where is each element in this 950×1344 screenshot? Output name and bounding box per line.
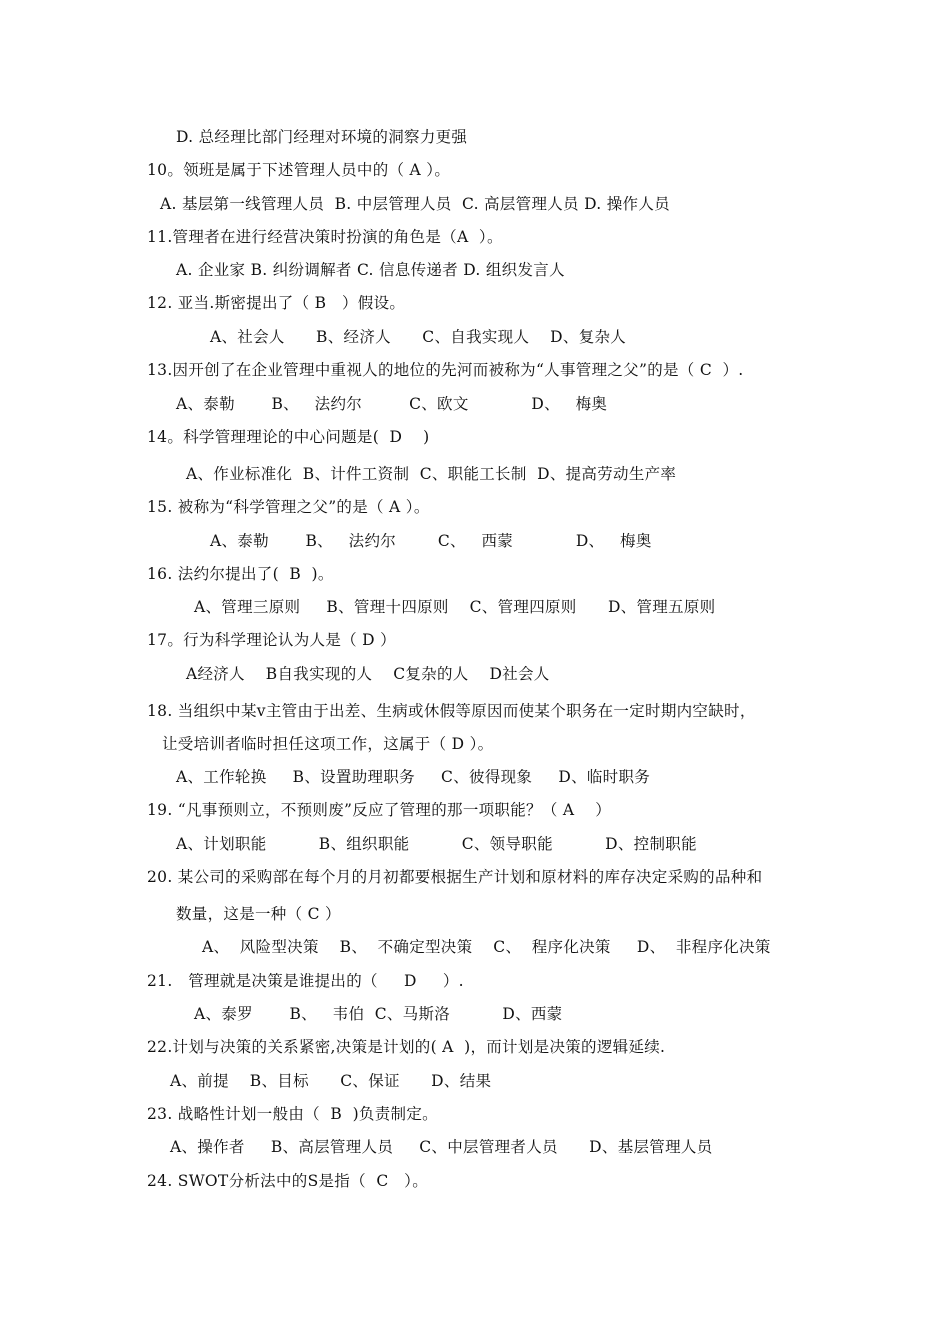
q18-question-line2: 让受培训者临时担任这项工作，这属于（ D ）。 xyxy=(162,735,494,753)
q12-question: 12. 亚当.斯密提出了（ B ）假设。 xyxy=(147,294,406,312)
q11-options: A. 企业家 B. 纠纷调解者 C. 信息传递者 D. 组织发言人 xyxy=(176,261,565,279)
q21-options: A、泰罗 B、 韦伯 C、马斯洛 D、西蒙 xyxy=(194,1005,563,1023)
q17-options: A经济人 B自我实现的人 C复杂的人 D社会人 xyxy=(186,665,550,683)
q20-options: A、 风险型决策 B、 不确定型决策 C、 程序化决策 D、 非程序化决策 xyxy=(202,938,771,956)
q22-options: A、前提 B、目标 C、保证 D、结果 xyxy=(170,1072,492,1090)
q17-question: 17。行为科学理论认为人是（ D ） xyxy=(147,631,396,649)
q15-options: A、泰勒 B、 法约尔 C、 西蒙 D、 梅奥 xyxy=(210,532,652,550)
q10-options: A. 基层第一线管理人员 B. 中层管理人员 C. 高层管理人员 D. 操作人员 xyxy=(160,195,670,213)
q20-question-line2: 数量，这是一种（ C ） xyxy=(176,905,341,923)
q19-options: A、计划职能 B、组织职能 C、领导职能 D、控制职能 xyxy=(176,835,697,853)
q23-options: A、操作者 B、高层管理人员 C、中层管理者人员 D、基层管理人员 xyxy=(170,1138,713,1156)
q18-options: A、工作轮换 B、设置助理职务 C、彼得现象 D、临时职务 xyxy=(176,768,651,786)
q16-options: A、管理三原则 B、管理十四原则 C、管理四原则 D、管理五原则 xyxy=(194,598,716,616)
q10-question: 10。领班是属于下述管理人员中的（ A ）。 xyxy=(147,161,451,179)
q15-question: 15. 被称为“科学管理之父”的是（ A ）。 xyxy=(147,498,430,516)
q23-question: 23. 战略性计划一般由（ B )负责制定。 xyxy=(147,1105,438,1123)
q9-option-d: D. 总经理比部门经理对环境的洞察力更强 xyxy=(176,128,468,146)
q22-question: 22.计划与决策的关系紧密,决策是计划的( A )，而计划是决策的逻辑延续. xyxy=(147,1038,666,1056)
q18-question-line1: 18. 当组织中某v主管由于出差、生病或休假等原因而使某个职务在一定时期内空缺时， xyxy=(147,702,756,720)
q21-question: 21. 管理就是决策是谁提出的（ D ）. xyxy=(147,972,464,990)
q14-options: A、作业标准化 B、计件工资制 C、职能工长制 D、提高劳动生产率 xyxy=(186,465,677,483)
q11-question: 11.管理者在进行经营决策时扮演的角色是（A ）。 xyxy=(147,228,503,246)
q13-options: A、泰勒 B、 法约尔 C、欧文 D、 梅奥 xyxy=(176,395,608,413)
q20-question-line1: 20. 某公司的采购部在每个月的月初都要根据生产计划和原材料的库存决定采购的品种和 xyxy=(147,868,763,886)
q14-question: 14。科学管理理论的中心问题是( D ) xyxy=(147,428,430,446)
q12-options: A、社会人 B、经济人 C、自我实现人 D、复杂人 xyxy=(210,328,627,346)
q19-question: 19. “凡事预则立，不预则废”反应了管理的那一项职能？（ A ） xyxy=(147,801,612,819)
q16-question: 16. 法约尔提出了( B )。 xyxy=(147,565,334,583)
q24-question: 24. SWOT分析法中的S是指（ C ）。 xyxy=(147,1172,429,1190)
q13-question: 13.因开创了在企业管理中重视人的地位的先河而被称为“人事管理之父”的是（ C ）. xyxy=(147,361,744,379)
